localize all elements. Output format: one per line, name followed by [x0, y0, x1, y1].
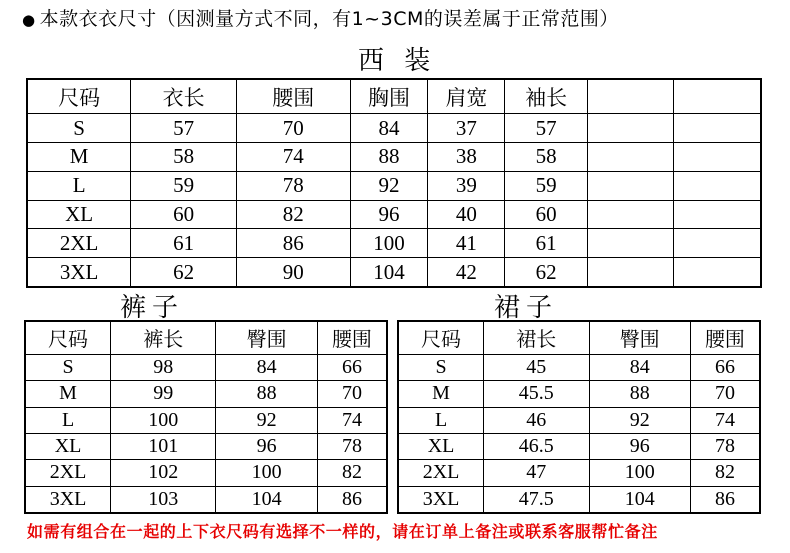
suit-cell: 41 [428, 229, 505, 258]
suit-header-cell [673, 79, 761, 114]
pants-cell: 82 [317, 460, 387, 486]
suit-cell: M [27, 143, 131, 172]
suit-cell: 57 [131, 114, 237, 143]
suit-cell: 39 [428, 171, 505, 200]
suit-cell [673, 171, 761, 200]
pants-cell: 74 [317, 407, 387, 433]
suit-header-cell: 尺码 [27, 79, 131, 114]
suit-cell: 40 [428, 200, 505, 229]
suit-cell: 86 [236, 229, 350, 258]
pants-cell: M [25, 381, 111, 407]
suit-cell: 2XL [27, 229, 131, 258]
skirt-size-table [397, 320, 761, 514]
table-row [25, 486, 387, 513]
table-row [25, 354, 387, 380]
suit-cell: 60 [505, 200, 588, 229]
skirt-header-cell: 裙长 [484, 321, 589, 354]
suit-cell: 58 [131, 143, 237, 172]
skirt-table-body [398, 321, 760, 513]
skirt-cell: 3XL [398, 486, 484, 513]
suit-cell: 62 [131, 258, 237, 287]
suit-cell [588, 229, 674, 258]
table-row [398, 486, 760, 513]
suit-cell: XL [27, 200, 131, 229]
suit-cell: 59 [131, 171, 237, 200]
pants-cell: 104 [216, 486, 317, 513]
suit-size-table [26, 78, 762, 288]
pants-cell: 102 [111, 460, 216, 486]
skirt-cell: M [398, 381, 484, 407]
pants-cell: 99 [111, 381, 216, 407]
skirt-cell: 82 [690, 460, 760, 486]
suit-cell: 78 [236, 171, 350, 200]
suit-cell: 100 [350, 229, 428, 258]
pants-cell: 92 [216, 407, 317, 433]
skirt-cell: XL [398, 433, 484, 459]
pants-header-cell: 尺码 [25, 321, 111, 354]
table-row [398, 460, 760, 486]
suit-cell [588, 171, 674, 200]
suit-cell [673, 200, 761, 229]
suit-cell: 59 [505, 171, 588, 200]
skirt-cell: 66 [690, 354, 760, 380]
pants-cell: 100 [111, 407, 216, 433]
skirt-cell: 74 [690, 407, 760, 433]
suit-cell: 70 [236, 114, 350, 143]
table-row [398, 407, 760, 433]
pants-cell: 86 [317, 486, 387, 513]
suit-cell: L [27, 171, 131, 200]
pants-cell: 3XL [25, 486, 111, 513]
pants-header-cell: 裤长 [111, 321, 216, 354]
suit-cell: 82 [236, 200, 350, 229]
table-row [25, 460, 387, 486]
suit-header-row [27, 79, 761, 114]
pants-cell: 70 [317, 381, 387, 407]
size-note-header [22, 4, 619, 31]
pants-cell: S [25, 354, 111, 380]
suit-table-body [27, 79, 761, 287]
suit-header-cell: 胸围 [350, 79, 428, 114]
table-row [27, 114, 761, 143]
suit-cell: 38 [428, 143, 505, 172]
pants-cell: 101 [111, 433, 216, 459]
table-row [398, 381, 760, 407]
suit-cell: 58 [505, 143, 588, 172]
suit-cell [588, 114, 674, 143]
skirt-cell: L [398, 407, 484, 433]
skirt-cell: 92 [589, 407, 690, 433]
pants-size-table [24, 320, 388, 514]
pants-title: 裤子 [120, 293, 185, 323]
skirt-cell: 100 [589, 460, 690, 486]
suit-cell [673, 229, 761, 258]
skirt-cell: 84 [589, 354, 690, 380]
pants-cell: 100 [216, 460, 317, 486]
pants-header-cell: 臀围 [216, 321, 317, 354]
pants-header-row [25, 321, 387, 354]
suit-header-cell: 衣长 [131, 79, 237, 114]
suit-cell: 60 [131, 200, 237, 229]
suit-cell: 57 [505, 114, 588, 143]
suit-cell: 37 [428, 114, 505, 143]
pants-cell: 103 [111, 486, 216, 513]
skirt-header-cell: 臀围 [589, 321, 690, 354]
suit-cell: 88 [350, 143, 428, 172]
table-row [25, 407, 387, 433]
suit-cell: 90 [236, 258, 350, 287]
suit-cell: 96 [350, 200, 428, 229]
pants-cell: 78 [317, 433, 387, 459]
suit-cell: 84 [350, 114, 428, 143]
suit-header-cell: 袖长 [505, 79, 588, 114]
suit-header-cell: 腰围 [236, 79, 350, 114]
suit-cell: 61 [505, 229, 588, 258]
pants-cell: 88 [216, 381, 317, 407]
skirt-header-cell: 尺码 [398, 321, 484, 354]
suit-cell [673, 143, 761, 172]
suit-cell: 74 [236, 143, 350, 172]
suit-cell [673, 258, 761, 287]
skirt-cell: 70 [690, 381, 760, 407]
suit-cell: 61 [131, 229, 237, 258]
pants-cell: 98 [111, 354, 216, 380]
suit-cell [588, 200, 674, 229]
skirt-header-row [398, 321, 760, 354]
suit-cell: 104 [350, 258, 428, 287]
pants-cell: 96 [216, 433, 317, 459]
pants-cell: 66 [317, 354, 387, 380]
suit-cell: 42 [428, 258, 505, 287]
skirt-cell: 2XL [398, 460, 484, 486]
skirt-header-cell: 腰围 [690, 321, 760, 354]
table-row [27, 143, 761, 172]
table-row [398, 354, 760, 380]
table-row [27, 258, 761, 287]
size-note-text: 本款衣衣尺寸（因测量方式不同，有1~3CM的误差属于正常范围） [39, 8, 619, 30]
table-row [27, 229, 761, 258]
table-row [25, 433, 387, 459]
skirt-cell: 88 [589, 381, 690, 407]
suit-cell [588, 258, 674, 287]
skirt-cell: 46 [484, 407, 589, 433]
table-row [27, 200, 761, 229]
skirt-cell: 47.5 [484, 486, 589, 513]
suit-cell [588, 143, 674, 172]
suit-header-cell: 肩宽 [428, 79, 505, 114]
suit-cell: 92 [350, 171, 428, 200]
order-note-footer: 如需有组合在一起的上下衣尺码有选择不一样的，请在订单上备注或联系客服帮忙备注 [27, 522, 658, 541]
suit-cell: 62 [505, 258, 588, 287]
skirt-cell: 45.5 [484, 381, 589, 407]
pants-table-body [25, 321, 387, 513]
pants-cell: 84 [216, 354, 317, 380]
pants-header-cell: 腰围 [317, 321, 387, 354]
skirt-cell: 46.5 [484, 433, 589, 459]
suit-cell: S [27, 114, 131, 143]
pants-cell: XL [25, 433, 111, 459]
table-row [398, 433, 760, 459]
table-row [27, 171, 761, 200]
pants-cell: 2XL [25, 460, 111, 486]
skirt-cell: 86 [690, 486, 760, 513]
bullet-icon: ● [22, 11, 36, 29]
table-row [25, 381, 387, 407]
suit-cell: 3XL [27, 258, 131, 287]
skirt-cell: S [398, 354, 484, 380]
skirt-cell: 78 [690, 433, 760, 459]
suit-title: 西 装 [358, 46, 437, 76]
suit-cell [673, 114, 761, 143]
skirt-cell: 96 [589, 433, 690, 459]
suit-header-cell [588, 79, 674, 114]
skirt-cell: 104 [589, 486, 690, 513]
skirt-title: 裙子 [494, 293, 559, 323]
skirt-cell: 45 [484, 354, 589, 380]
skirt-cell: 47 [484, 460, 589, 486]
pants-cell: L [25, 407, 111, 433]
